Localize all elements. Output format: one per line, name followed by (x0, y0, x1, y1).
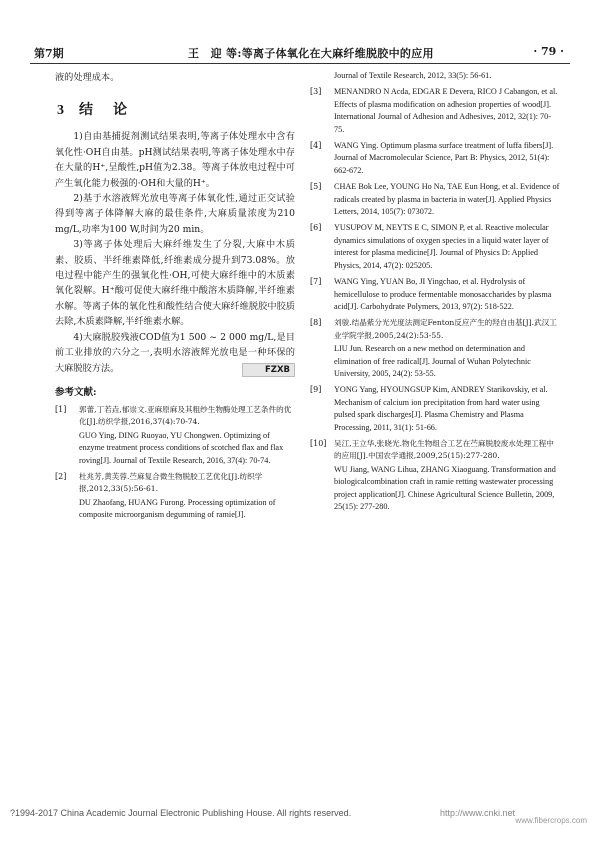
reference-item (310, 438, 560, 513)
reference-english: LIU Jun. Research on a new method on determination and elimination of free radical[J]. Journal of Wuhan Polytechnic University, 2005, 24(2): 53-55. (334, 344, 531, 378)
reference-english: MENANDRO N Acda, EDGAR E Devera, RICO J Cabangon, et al. Effects of plasma modification on adhesion properties of wood[J]. International Journal of Adhesion and Adhesives, 2012, 32(1): 70-75. (334, 87, 558, 134)
reference-number: [4] (310, 141, 322, 151)
reference-chinese: 郭蕾,丁若垚,郁崇文.亚麻原麻及其粗纱生物酶处理工艺条件的优化[J].纺织学报,2016,37(4):70-74. (79, 404, 292, 427)
reference-continuation: Journal of Textile Research, 2012, 33(5): 56-61. (334, 71, 492, 80)
conclusion-4-text: 4)大麻脱胶残液COD值为1 500 ~ 2 000 mg/L,是目前工业排放的六分之一,表明水溶液辉光放电是一种环保的大麻脱胶方法。 (55, 331, 295, 374)
reference-english: DU Zhaofang, HUANG Furong. Processing optimization of composite microorganism degumming of ramie[J]. (79, 497, 276, 520)
reference-english: WANG Ying. Optimum plasma surface treatment of luffa fibers[J]. Journal of Macromolecular Science, Part B: Physics, 2012, 51(4): 662-672. (334, 141, 554, 175)
right-column (310, 70, 560, 517)
references-title: 参考文献: (55, 386, 97, 398)
page-number: · 79 · (533, 45, 564, 58)
reference-number: [3] (310, 87, 322, 97)
conclusion-1: 1)自由基捕捉剂测试结果表明,等离子体处理水中含有氧化性·OH自由基。pH测试结果表明,等离子体处理水中存在大量的H⁺,呈酸性,pH值为2.38。等离子体放电过程中可产生氧化能力极强的·OH和大量的H⁺。 (55, 131, 295, 189)
reference-item (55, 471, 295, 522)
reference-item (310, 140, 560, 177)
reference-number: [6] (310, 223, 322, 233)
reference-chinese: 刘骏.结晶紫分光光度法测定Fenton反应产生的羟自由基[J].武汉工业学院学报,2005,24(2):53-55. (334, 318, 557, 340)
reference-number: [8] (310, 318, 322, 328)
reference-item (55, 404, 295, 467)
reference-item (310, 384, 560, 434)
references-list-right (310, 86, 560, 513)
cnki-link[interactable]: http://www.cnki.net (440, 808, 516, 818)
reference-number: [10] (310, 438, 327, 448)
reference-english: WU Jiang, WANG Lihua, ZHANG Xiaoguang. Transformation and biologicalcombination craft in ramie retting wastewater processing project application[J]. Chinese Agricultural Science Bulletin, 2009, 25(15): 277-280. (334, 464, 556, 511)
conclusion-4 (55, 330, 295, 376)
reference-chinese: 杜兆芳,黄芙蓉.苎麻复合微生物脱胶工艺优化[J].纺织学报,2012,33(5):56-61. (79, 471, 263, 494)
left-column (55, 70, 295, 526)
reference-chinese: 吴江,王立华,张晓光.物化生物组合工艺在苎麻脱胶废水处理工程中的应用[J].中国农学通报,2009,25(15):277-280. (334, 438, 554, 461)
reference-item (310, 181, 560, 218)
reference-number: [9] (310, 385, 322, 395)
section-number: 3 (57, 103, 67, 119)
reference-number: [2] (55, 471, 67, 481)
reference-number: [1] (55, 404, 67, 414)
watermark-url: www.fibercrops.com (515, 816, 587, 825)
intro-tail: 液的处理成本。 (55, 72, 120, 83)
reference-english: WANG Ying, YUAN Bo, JI Yingchao, et al. Hydrolysis of hemicellulose to produce fermentable monosaccharides by plasma acid[J]. Carbohydrate Polymers, 2013, 97(2): 518-522. (334, 277, 552, 311)
page-footer (0, 806, 595, 826)
reference-item (310, 317, 560, 380)
section-heading (57, 99, 295, 119)
reference-number: [5] (310, 182, 322, 192)
reference-item (310, 222, 560, 272)
page-header (30, 44, 570, 64)
reference-number: [7] (310, 277, 322, 287)
issue-number: 第7期 (34, 47, 64, 60)
reference-english: YONG Yang, HYOUNGSUP Kim, ANDREY Starikovskiy, et al. Mechanism of calcium ion precipitation from hard water using pulsed spark discharges[J]. Plasma Chemistry and Plasma Processing, 2011, 31(1): 51-66. (334, 385, 548, 432)
reference-english: GUO Ying, DING Ruoyao, YU Chongwen. Optimizing of enzyme treatment process conditions of scotched flax and flax roving[J]. Journal of Textile Research, 2016, 37(4): 70-74. (79, 430, 284, 465)
fzxb-badge: FZXB (242, 363, 295, 377)
reference-english: YUSUPOV M, NEYTS E C, SIMON P, et al. Reactive molecular dynamics simulations of oxygen species in a liquid water layer of interest for plasma medicine[J]. Journal of Physics D: Applied Physics, 2014, 47(2): 025205. (334, 223, 549, 270)
conclusion-3: 3)等离子体处理后大麻纤维发生了分裂,大麻中木质素、胶质、半纤维素降低,纤维素成分提升到73.08%。放电过程中能产生的强氧化性·OH,可使大麻纤维中的木质素氧化裂解。H⁺酸可促使大麻纤维中酸溶木质降解,半纤维素水解。等离子体的氧化性和酸性结合使大麻纤维脱胶中胶质去除,木质素降解,半纤维素水解。 (55, 239, 295, 328)
running-title: 王 迎 等:等离子体氧化在大麻纤维脱胶中的应用 (188, 47, 434, 60)
section-title: 结 论 (79, 102, 130, 119)
references-list-left (55, 404, 295, 522)
conclusion-2: 2)基于水溶液辉光放电等离子体氧化性,通过正交试验得到等离子体降解大麻的最佳条件,大麻质量浓度为210 mg/L,功率为100 W,时间为20 min。 (55, 193, 295, 235)
copyright-notice: ?1994-2017 China Academic Journal Electronic Publishing House. All rights reserved. (10, 808, 352, 818)
reference-item (310, 86, 560, 136)
reference-english: CHAE Bok Lee, YOUNG Ho Na, TAE Eun Hong, et al. Evidence of radicals created by plasma in bacteria in water[J]. Applied Physics Letters, 2014, 105(7): 073072. (334, 182, 560, 217)
reference-item (310, 276, 560, 313)
